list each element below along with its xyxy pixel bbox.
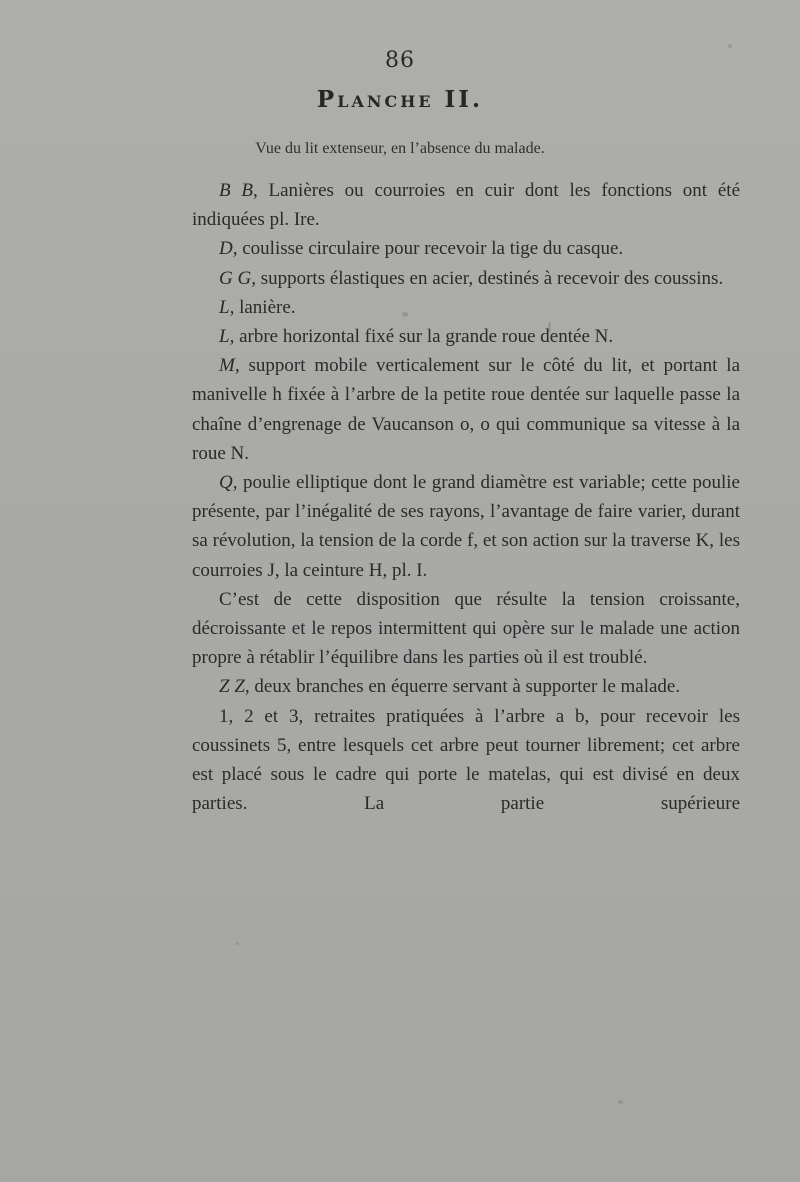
paper-speck [236,942,239,945]
legend-description: poulie elliptique dont le grand diamètre est variable; cette poulie présente, par l’inégalité de ses rayons, l’avantage de faire varier, durant sa révolution, la tension de la corde f, et son action sur la traverse K, les courroies J, la ceinture H, pl. I. [192,472,740,581]
plate-title: Planche II. [316,86,484,113]
legend-description: arbre horizontal fixé sur la grande roue dentée N. [234,326,614,348]
legend-description: coulisse circulaire pour recevoir la tige du casque. [237,238,624,260]
paragraph-cest [192,585,740,673]
legend-description: C’est de cette disposition que résulte la tension croissante, décroissante et le repos intermittent qui opère sur le malade une action propre à rétablir l’équilibre dans les parties où il est troublé. [192,588,740,669]
legend-label: L, [219,326,235,348]
legend-label: D, [219,238,238,260]
paragraph-d [192,234,740,263]
figure-caption: Vue du lit extenseur, en l’absence du malade. [255,140,545,157]
legend-label: L, [219,296,235,318]
paragraph-m [192,351,740,468]
legend-description: 1, 2 et 3, retraites pratiquées à l’arbre a b, pour recevoir les coussinets 5, entre lesquels cet arbre peut tourner librement; cet arbre est placé sous le cadre qui porte le matelas, qui est divisé en deux parties. La partie supérieure [192,705,740,815]
legend-description: lanière. [234,296,296,318]
paragraph-numbers [192,702,740,819]
paragraph-l1 [192,293,740,322]
legend-label: G G, [219,267,256,289]
legend-description: supports élastiques en acier, destinés à recevoir des coussins. [255,267,724,289]
page-number: 86 [385,48,415,73]
legend-label: B B, [219,180,258,201]
paragraph-l2 [192,322,740,351]
legend-label: M, [219,355,240,377]
legend-label: Z Z, [219,676,250,698]
legend-description: Lanières ou courroies en cuir dont les fonctions ont été indiquées pl. Ire. [192,180,740,231]
paragraph-zz [192,672,740,701]
legend-description: support mobile verticalement sur le côté du lit, et portant la manivelle h fixée à l’arbre de la petite roue dentée sur laquelle passe la chaîne d’engrenage de Vaucanson o, o qui communique sa vitesse à la roue N. [192,355,740,464]
paper-speck [618,1100,623,1104]
legend-text [192,176,740,818]
paragraph-bb [192,176,740,234]
paragraph-q [192,468,740,585]
legend-label: Q, [219,472,238,494]
legend-description: deux branches en équerre servant à supporter le malade. [249,676,681,698]
paragraph-gg [192,264,740,293]
